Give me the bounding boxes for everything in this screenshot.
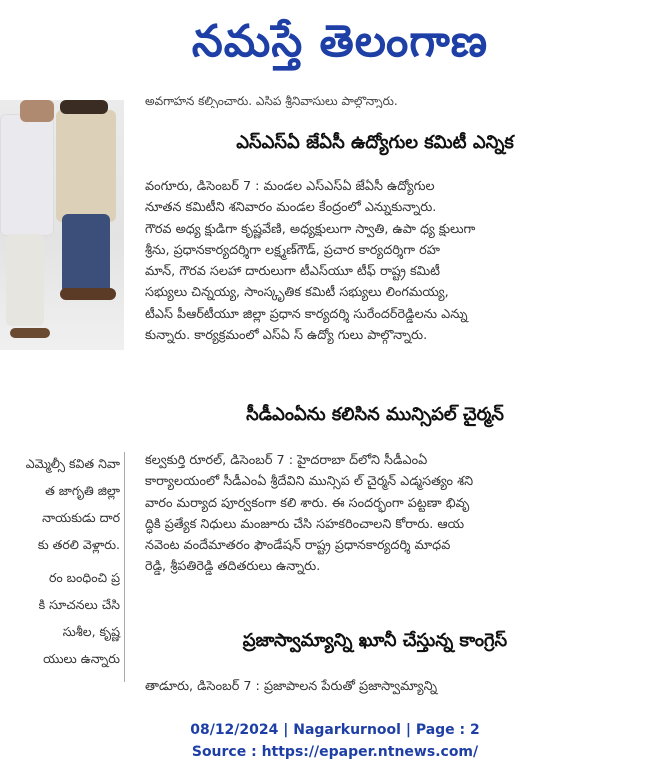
article-line: ద్ధికి ప్రత్యేక నిధులు మంజూరు చేసి సహకరించాలని కోరారు. ఆయ [145, 516, 465, 532]
fragment-line: ఎమ్మెల్సీ కవిత నివా [25, 456, 120, 471]
fragment-line: త జాగృతి జిల్లా [45, 483, 120, 498]
photo-person-shirt-white [0, 114, 54, 236]
fragment-line: కు తరలి వెళ్లారు. [37, 537, 120, 552]
article-3-body [145, 676, 603, 697]
footer-date-line: 08/12/2024 | Nagarkurnool | Page : 2 [190, 722, 480, 738]
photo-person-jeans [62, 214, 110, 294]
photo-person-shirt-beige [56, 110, 116, 222]
article-line: నవెంట వందేమాతరం ఫౌండేషన్ రాష్ట్ర ప్రధానకార్యదర్శి మాధవ [145, 538, 451, 554]
article-line: కార్యాలయంలో సీడీఎంఏ శ్రీదేవిని మున్సిప ల్ చైర్మన్ ఎడ్మసత్యం శని [145, 474, 474, 490]
article-line: మాన్, గౌరవ సలహా దారులుగా టీఎస్‌యూ టీఫ్ రాష్ట్ర కమిటీ [145, 264, 441, 280]
article-1-headline: ఎస్ఎస్ఏ జేఏసీ ఉద్యోగుల కమిటీ ఎన్నిక [236, 132, 514, 153]
article-line: నూతన కమిటీని శనివారం మండల కేంద్రంలో ఎన్నుకున్నారు. [145, 200, 437, 216]
article-line: కల్వకుర్తి రూరల్, డిసెంబర్ 7 : హైదరాబా ద్‌లోని సీడీఎంఏ [145, 453, 428, 468]
article-line: శ్రీను, ప్రధానకార్యదర్శిగా లక్ష్మణ్‌గౌడ్, ప్రచార కార్యదర్శిగా రహ [145, 242, 440, 258]
fragment-line: కి సూచనలు చేసి [38, 597, 120, 612]
photo-person-sandals-left [10, 328, 50, 338]
article-2-headline: సీడీఎంఏను కలిసిన మున్సిపల్ చైర్మన్ [246, 404, 504, 425]
article-line: రెడ్డి, శ్రీపతిరెడ్డి తదితరులు ఉన్నారు. [145, 559, 321, 575]
article-line: తాడూరు, డిసెంబర్ 7 : ప్రజాపాలన పేరుతో ప్రజాస్వామ్యాన్ని [145, 679, 438, 694]
fragment-line: యులు ఉన్నారు [43, 651, 120, 666]
fragment-line: రం బంధించి ప్ర [48, 570, 120, 585]
photo-person-sandals [60, 288, 116, 300]
article-line: వారం మర్యాద పూర్వకంగా కలి శారు. ఈ సందర్భంగా పట్టణా భివృ [145, 495, 470, 511]
article-1-body [145, 176, 603, 346]
photo-person-legs [6, 234, 44, 326]
photo-person-arm [20, 100, 54, 122]
article-3-headline: ప్రజాస్వామ్యాన్ని ఖూనీ చేస్తున్న కాంగ్రెస్ [242, 630, 508, 651]
article-line: వంగూరు, డిసెంబర్ 7 : మండల ఎస్ఎస్ఏ జేఏసీ ఉద్యోగుల [145, 179, 435, 194]
article-line: సభ్యులు చిన్నయ్య, సాంస్కృతిక కమిటీ సభ్యులు లింగమయ్య, [145, 285, 449, 301]
footer-source-line: Source : https://epaper.ntnews.com/ [191, 744, 479, 760]
photo-person-head [60, 100, 108, 114]
adjacent-article-fragment [0, 452, 125, 682]
previous-article-cut-line: అవగాహన కల్పించారు. ఎసిప శ్రీనివాసులు పాల్గొన్నారు. [145, 94, 398, 108]
fragment-line: నాయకుడు దార [42, 510, 120, 525]
article-line: గౌరవ అధ్య క్షుడిగా కృష్ణవేణి, అధ్యక్షులుగా స్వాతి, ఉపా ధ్య క్షులుగా [145, 221, 476, 237]
fragment-line: సుశీల, కృష్ణ [62, 624, 120, 639]
masthead-title: నమస్తే తెలంగాణ [191, 16, 489, 67]
article-line: కున్నారు. కార్యక్రమంలో ఎస్ఏ స్ ఉద్యో గులు పాల్గొన్నారు. [145, 328, 428, 344]
article-line: టీఎస్ పీఆర్‌టీయూ జిల్లా ప్రధాన కార్యదర్శి సురేందర్‌రెడ్డిలను ఎన్ను [145, 306, 468, 322]
news-photo [0, 100, 124, 350]
article-2-body [145, 450, 603, 578]
newspaper-masthead [120, 6, 560, 78]
